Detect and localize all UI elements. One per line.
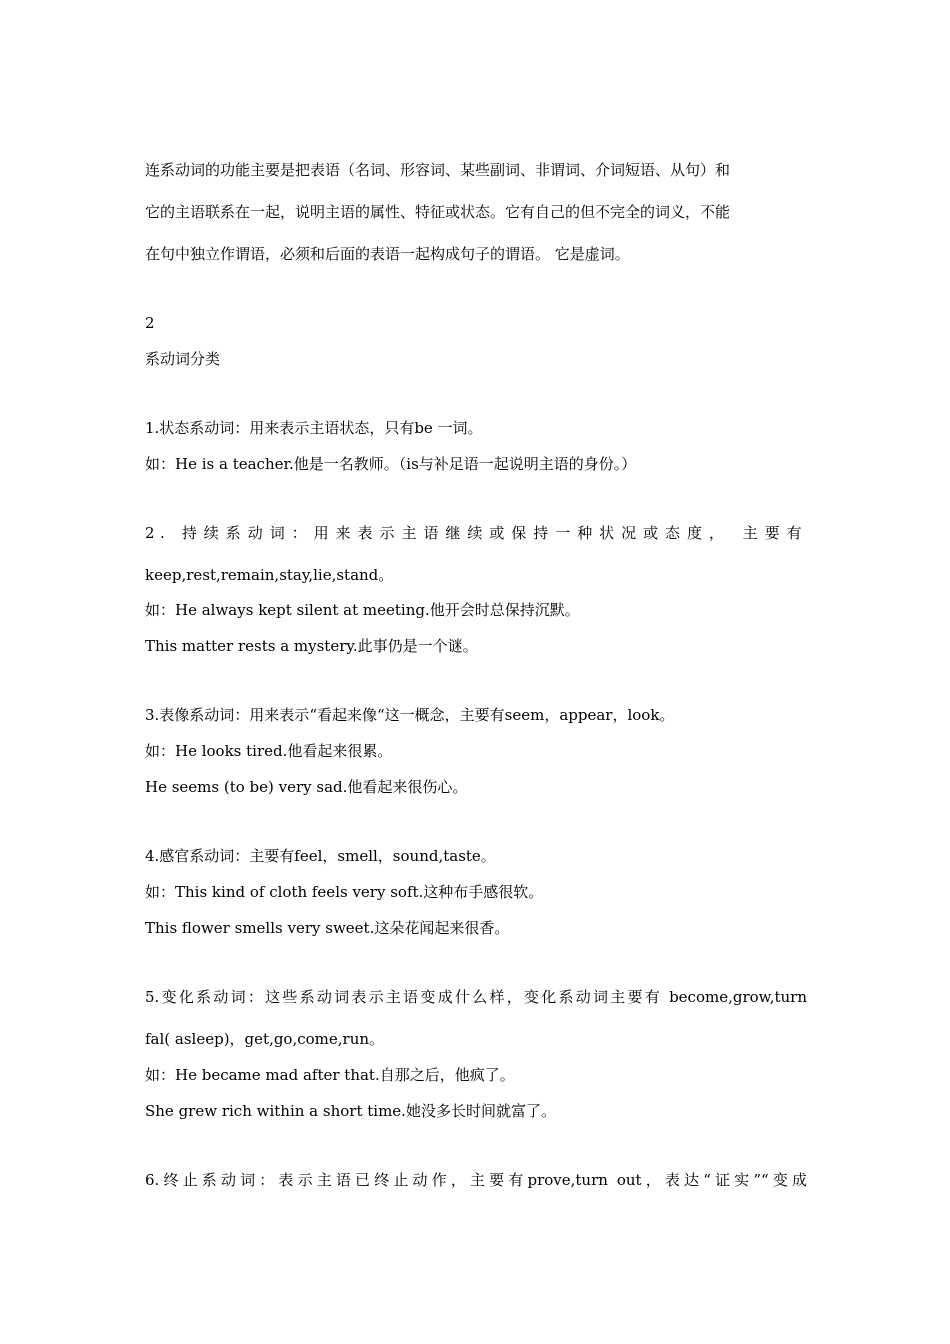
item-5-example-2: She grew rich within a short time.她没多长时间就富了。 (145, 1102, 556, 1120)
item-1-heading: 1.状态系动词：用来表示主语状态，只有be 一词。 (145, 419, 483, 437)
intro-line-1: 连系动词的功能主要是把表语（名词、形容词、某些副词、非谓词、介词短语、从句）和 (145, 161, 731, 179)
item-4-heading: 4.感官系动词：主要有feel，smell，sound,taste。 (145, 847, 496, 865)
item-2-heading: 2. 持续系动词：用来表示主语继续或保持一种状况或态度， 主要有 (145, 524, 807, 542)
item-2-heading-cont: keep,rest,remain,stay,lie,stand。 (145, 566, 394, 584)
item-2-example-1: 如：He always kept silent at meeting.他开会时总保持沉默。 (145, 601, 580, 619)
intro-line-2: 它的主语联系在一起，说明主语的属性、特征或状态。它有自己的但不完全的词义，不能 (145, 203, 731, 221)
item-3-example-2: He seems (to be) very sad.他看起来很伤心。 (145, 778, 468, 796)
intro-line-3: 在句中独立作谓语，必须和后面的表语一起构成句子的谓语。 它是虚词。 (145, 245, 630, 263)
item-4-example-2: This flower smells very sweet.这朵花闻起来很香。 (145, 919, 510, 937)
section-title: 系动词分类 (145, 350, 221, 368)
item-1-example-1: 如：He is a teacher.他是一名教师。（is与补足语一起说明主语的身份。） (145, 455, 637, 473)
item-6-heading: 6.终止系动词：表示主语已终止动作，主要有prove,turn out，表达“证实”“变成 (145, 1171, 807, 1189)
item-5-heading: 5.变化系动词：这些系动词表示主语变成什么样，变化系动词主要有 become,grow,turn (145, 988, 807, 1006)
section-number: 2 (145, 314, 155, 332)
item-4-example-1: 如：This kind of cloth feels very soft.这种布手感很软。 (145, 883, 544, 901)
item-3-heading: 3.表像系动词：用来表示“看起来像“这一概念，主要有seem，appear，look。 (145, 706, 675, 724)
item-5-example-1: 如：He became mad after that.自那之后，他疯了。 (145, 1066, 515, 1084)
item-2-example-2: This matter rests a mystery.此事仍是一个谜。 (145, 637, 478, 655)
item-3-example-1: 如：He looks tired.他看起来很累。 (145, 742, 393, 760)
item-5-heading-cont: fal( asleep)，get,go,come,run。 (145, 1030, 385, 1048)
